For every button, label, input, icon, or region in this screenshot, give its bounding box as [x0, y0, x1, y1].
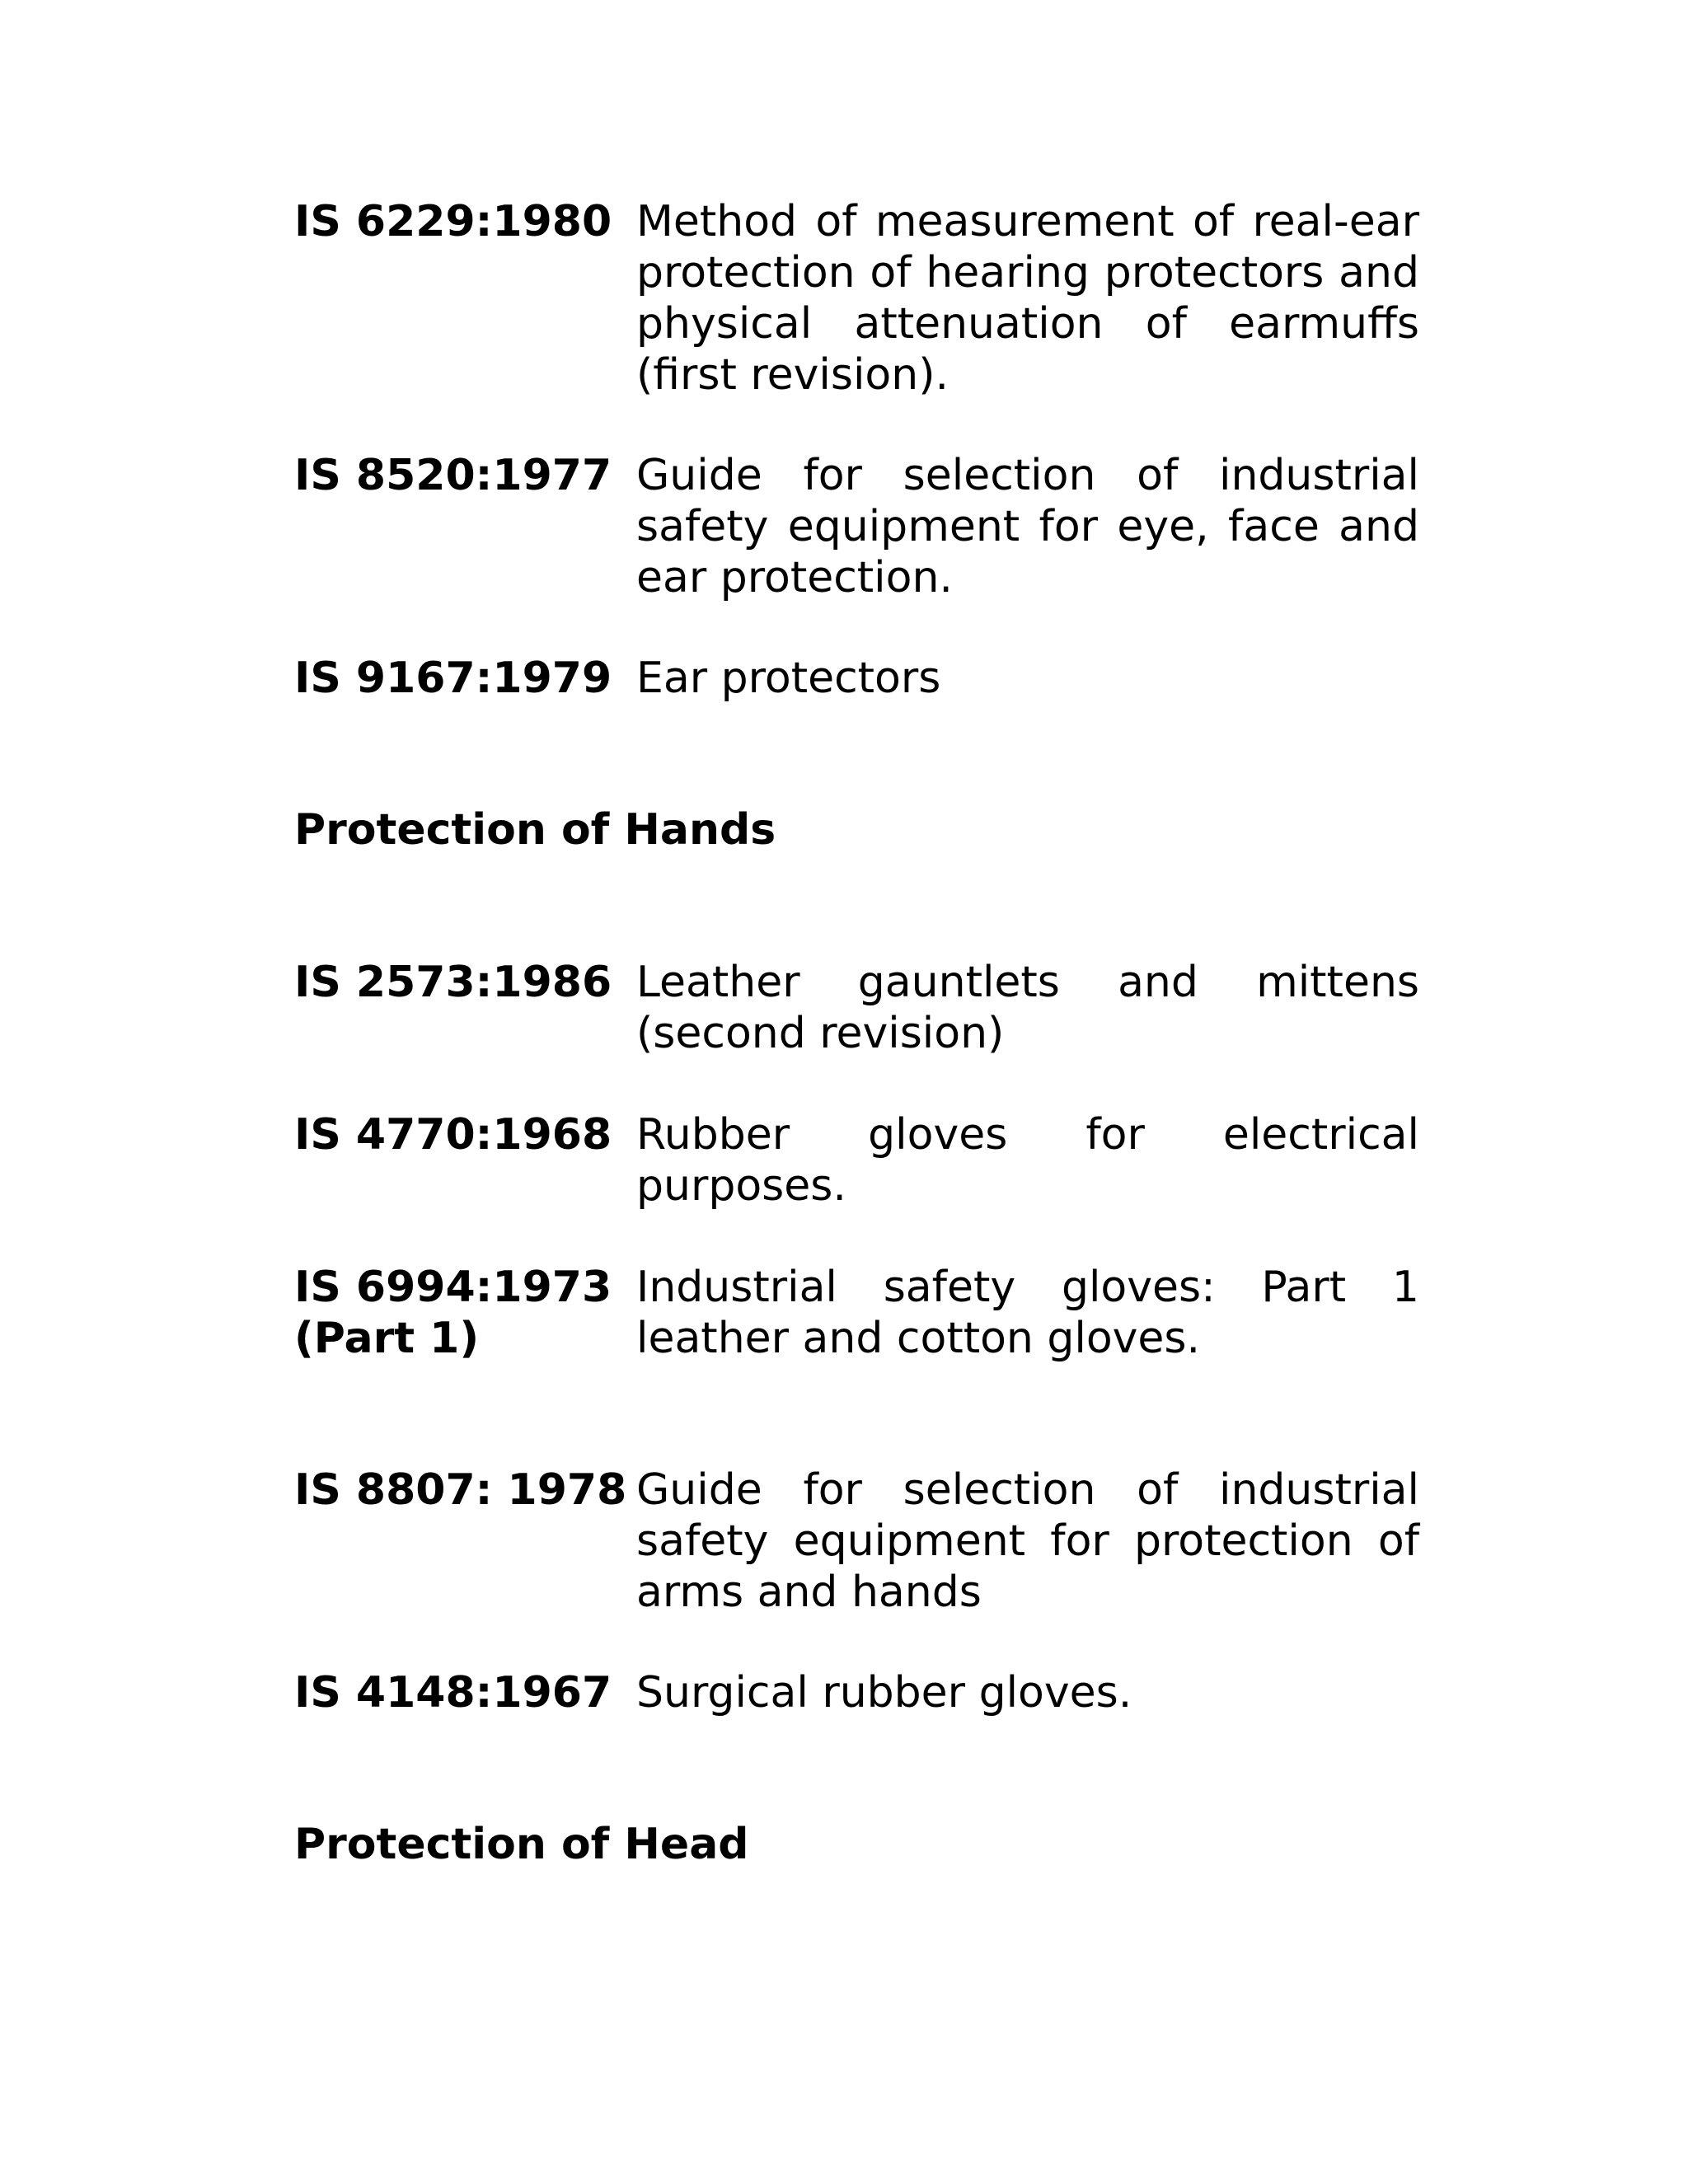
standard-code [294, 1262, 640, 1364]
standard-description: Guide for selection of industrial safety equipment for protection of arms and hands [636, 1465, 1419, 1617]
standard-description: Guide for selection of industrial safety equipment for eye, face and ear protection. [636, 451, 1419, 602]
standard-code: IS 2573:1986 [294, 958, 612, 1007]
standard-description: Rubber gloves for electrical purposes. [636, 1110, 1419, 1211]
standard-code: IS 8520:1977 [294, 451, 612, 500]
standard-description: Leather gauntlets and mittens (second revision) [636, 958, 1419, 1058]
standard-code: IS 4148:1967 [294, 1668, 612, 1718]
standard-description: Surgical rubber gloves. [636, 1668, 1132, 1718]
standard-description: Method of measurement of real-ear protection of hearing protectors and physical attenuation of earmuffs (first revision). [636, 197, 1419, 400]
standard-code: IS 4770:1968 [294, 1110, 612, 1160]
standard-description: Ear protectors [636, 654, 941, 703]
standard-code: IS 8807: 1978 [294, 1465, 627, 1515]
standard-code-number: IS 6994:1973 [294, 1263, 612, 1312]
section-heading-head: Protection of Head [294, 1820, 749, 1869]
standard-code-part: (Part 1) [294, 1314, 480, 1363]
standard-description: Industrial safety gloves: Part 1 leather and cotton gloves. [636, 1263, 1419, 1363]
section-heading-hands: Protection of Hands [294, 805, 776, 855]
standard-code: IS 6229:1980 [294, 197, 612, 246]
standard-code: IS 9167:1979 [294, 654, 612, 703]
